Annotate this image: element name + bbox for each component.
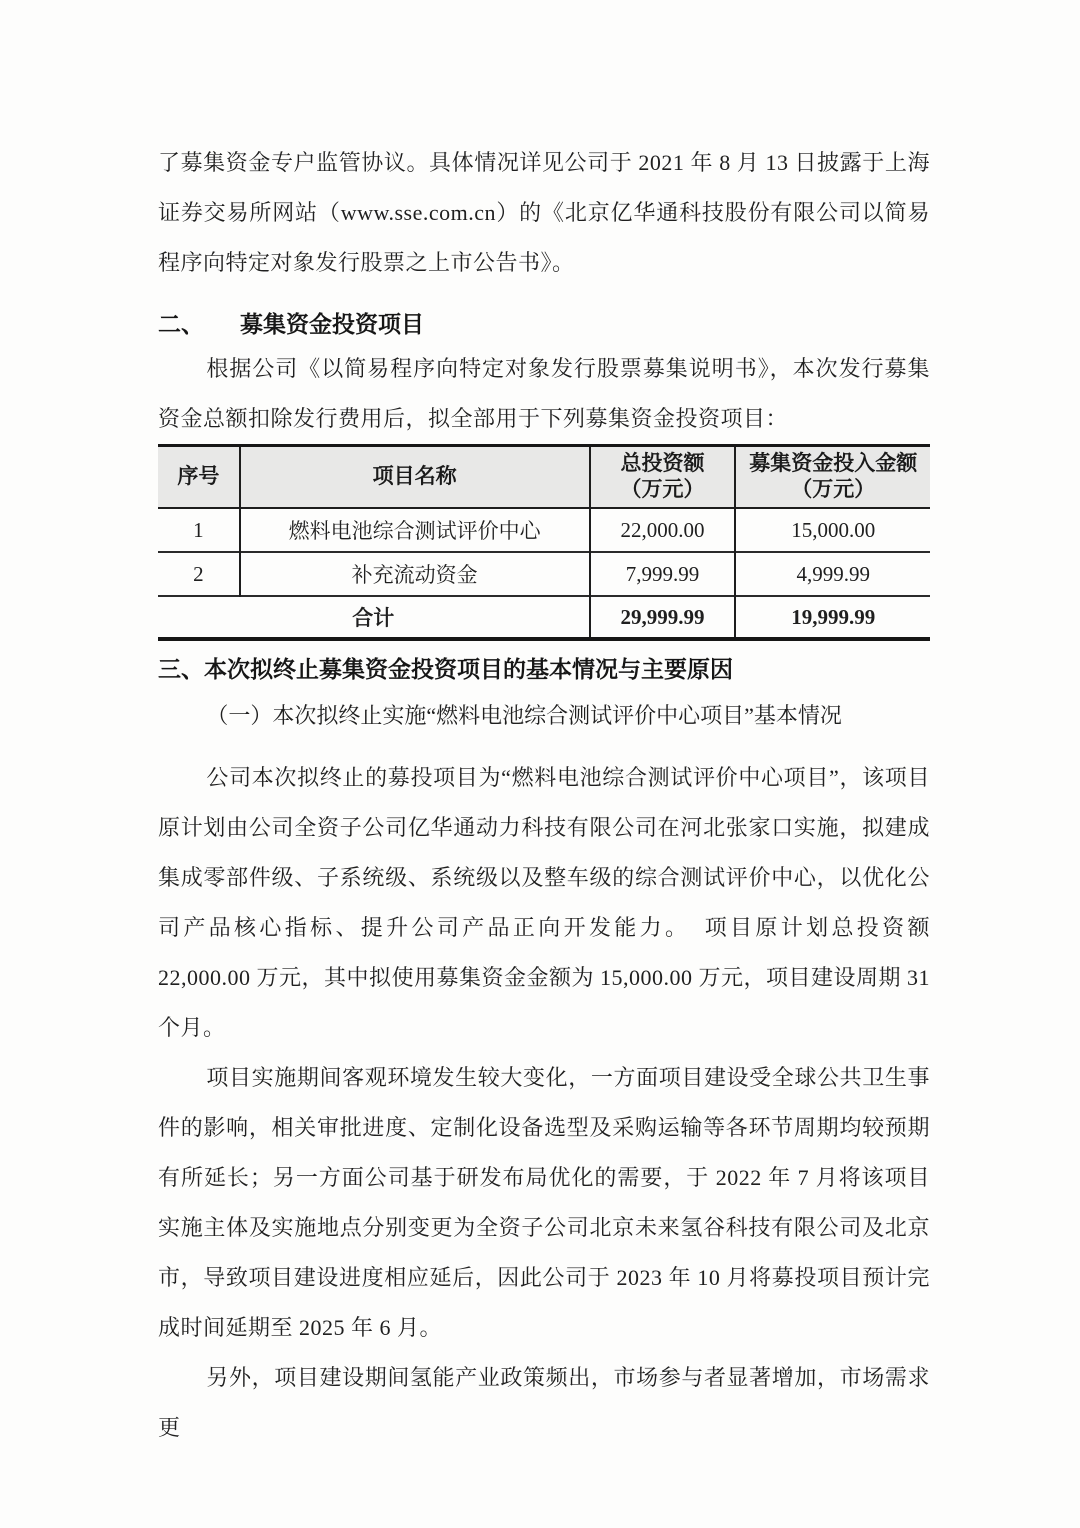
paragraph-disclosure-continuation: 了募集资金专户监管协议。具体情况详见公司于 2021 年 8 月 13 日披露于上海证券交易所网站（www.sse.com.cn）的《北京亿华通科技股份有限公司以简易程序向特定对象发行股票之上市公告书》。 [158, 150, 930, 275]
cell-index: 2 [193, 561, 204, 586]
cell-raised-funds: 4,999.99 [735, 552, 930, 596]
section-heading-3: 三、本次拟终止募集资金投资项目的基本情况与主要原因 [158, 656, 733, 682]
cell-project-name: 燃料电池综合测试评价中心 [240, 508, 590, 552]
paragraph-project-overview: 公司本次拟终止的募投项目为“燃料电池综合测试评价中心项目”，该项目原计划由公司全资子公司亿华通动力科技有限公司在河北张家口实施，拟建成集成零部件级、子系统级、系统级以及整车级的综合测试评价中心，以优化公司产品核心指标、提升公司产品正向开发能力。 项目原计划总投资额 22,000.00 万元，其中拟使用募集资金金额为 15,000.00 万元，项目建设周期 31 个月。 [158, 765, 931, 1040]
table-row [158, 508, 930, 552]
table-header [158, 446, 930, 509]
cell-raised-funds: 15,000.00 [735, 508, 930, 552]
header-total-line2: （万元） [620, 478, 705, 501]
table-header-row [158, 446, 930, 509]
header-raised-line1: 募集资金投入金额 [749, 452, 918, 475]
header-cell-project-name: 项目名称 [240, 446, 590, 509]
paragraph-environment-change: 项目实施期间客观环境发生较大变化，一方面项目建设受全球公共卫生事件的影响，相关审批进度、定制化设备选型及采购运输等各环节周期均较预期有所延长；另一方面公司基于研发布局优化的需要，于 2022 年 7 月将该项目实施主体及实施地点分别变更为全资子公司北京未来氢谷科技有限公司及北京市，导致项目建设进度相应延后，因此公司于 2023 年 10 月将募投项目预计完成时间延期至 2025 年 6 月。 [158, 1065, 930, 1340]
section-2-number: 二、 [158, 311, 204, 337]
fund-investment-table [158, 444, 930, 641]
cell-total-investment-sum: 29,999.99 [590, 596, 736, 639]
cell-total-investment: 22,000.00 [590, 508, 736, 552]
cell-total-investment: 7,999.99 [590, 552, 736, 596]
section-heading-2 [158, 304, 930, 344]
cell-project-name: 补充流动资金 [240, 552, 590, 596]
paragraph-industry-policy: 另外，项目建设期间氢能产业政策频出，市场参与者显著增加，市场需求更 [158, 1365, 930, 1440]
table-total-row [158, 596, 930, 639]
subsection-heading-1: （一）本次拟终止实施“燃料电池综合测试评价中心项目”基本情况 [206, 703, 842, 728]
header-total-line1: 总投资额 [620, 452, 705, 475]
cell-raised-funds-sum: 19,999.99 [735, 596, 930, 639]
header-cell-total-investment [590, 446, 736, 509]
document-content [158, 138, 930, 1453]
table-row [158, 552, 930, 596]
header-raised-line2: （万元） [791, 478, 876, 501]
cell-index: 1 [193, 517, 204, 542]
cell-total-label: 合计 [352, 607, 395, 630]
header-cell-raised-funds [735, 446, 930, 509]
section-2-title: 募集资金投资项目 [240, 311, 424, 337]
header-cell-index: 序号 [177, 465, 220, 488]
paragraph-fund-usage-intro: 根据公司《以简易程序向特定对象发行股票募集说明书》，本次发行募集资金总额扣除发行费用后，拟全部用于下列募集资金投资项目： [158, 356, 930, 431]
